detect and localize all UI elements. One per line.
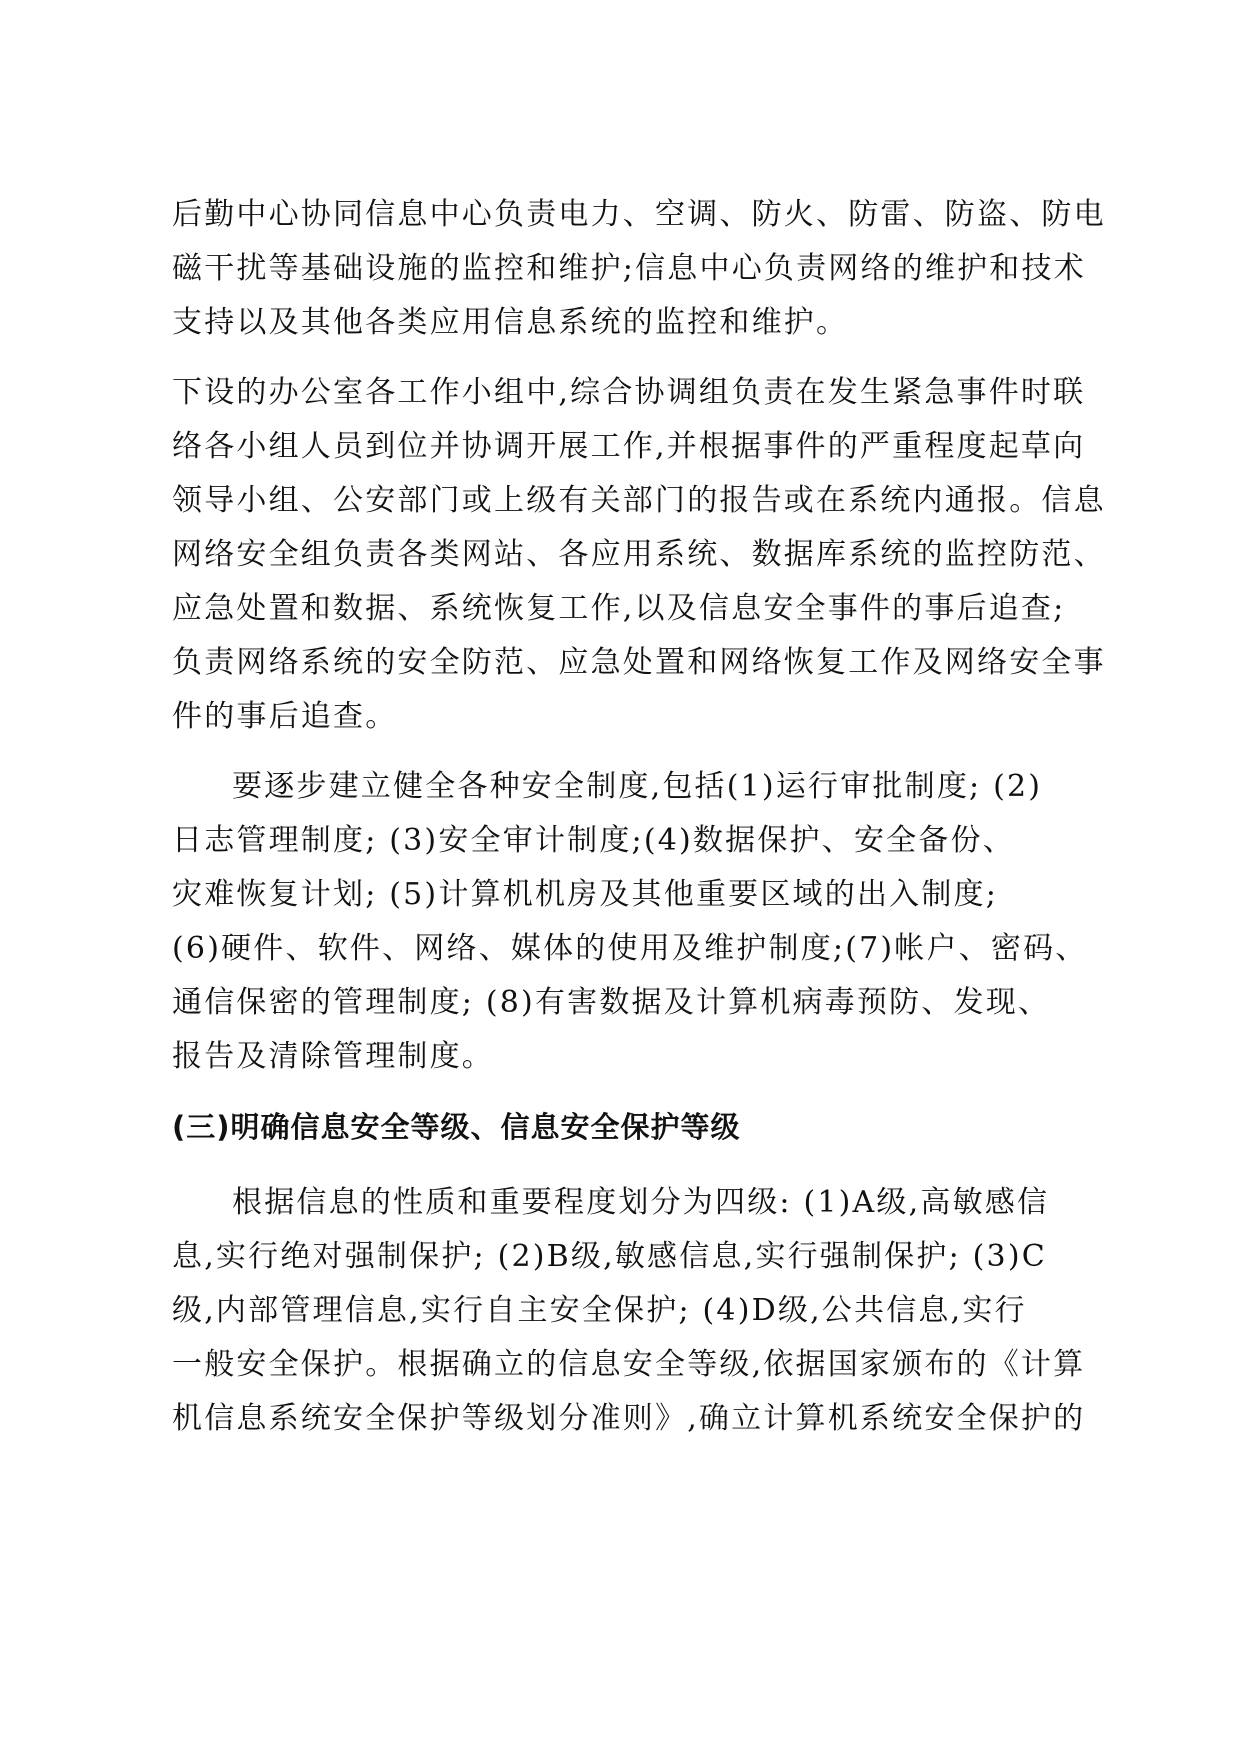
text-line: 络各小组人员到位并协调开展工作,并根据事件的严重程度起草向 <box>172 429 1086 464</box>
paragraph-facility-responsibility <box>172 188 1106 350</box>
text-line: 下设的办公室各工作小组中,综合协调组负责在发生紧急事件时联 <box>172 375 1086 410</box>
text-line: 报告及清除管理制度。 <box>172 1039 494 1074</box>
document-body <box>172 188 1106 1462</box>
text-line: 要逐步建立健全各种安全制度,包括(1)运行审批制度; (2) <box>232 769 1043 804</box>
text-line: 通信保密的管理制度; (8)有害数据及计算机病毒预防、发现、 <box>172 985 1051 1020</box>
text-line: 后勤中心协同信息中心负责电力、空调、防火、防雷、防盗、防电 <box>172 197 1106 232</box>
text-line: 级,内部管理信息,实行自主安全保护; (4)D级,公共信息,实行 <box>172 1293 1027 1328</box>
text-line: 网络安全组负责各类网站、各应用系统、数据库系统的监控防范、 <box>172 537 1106 572</box>
text-line: 灾难恢复计划; (5)计算机机房及其他重要区域的出入制度; <box>172 877 999 912</box>
text-line: 日志管理制度; (3)安全审计制度;(4)数据保护、安全备份、 <box>172 823 1015 858</box>
paragraph-working-groups <box>172 366 1106 744</box>
text-line: 一般安全保护。根据确立的信息安全等级,依据国家颁布的《计算 <box>172 1347 1086 1382</box>
text-line: 件的事后追查。 <box>172 699 398 734</box>
text-line: 根据信息的性质和重要程度划分为四级: (1)A级,高敏感信 <box>232 1185 1050 1220</box>
paragraph-security-policies <box>172 760 1088 1084</box>
text-line: 负责网络系统的安全防范、应急处置和网络恢复工作及网络安全事 <box>172 645 1106 680</box>
text-line: (6)硬件、软件、网络、媒体的使用及维护制度;(7)帐户、密码、 <box>172 931 1088 966</box>
text-line: 机信息系统安全保护等级划分准则》,确立计算机系统安全保护的 <box>172 1401 1086 1436</box>
text-line: 应急处置和数据、系统恢复工作,以及信息安全事件的事后追查; <box>172 591 1066 626</box>
text-line: 磁干扰等基础设施的监控和维护;信息中心负责网络的维护和技术 <box>172 251 1086 286</box>
text-line: 息,实行绝对强制保护; (2)B级,敏感信息,实行强制保护; (3)C <box>172 1239 1047 1274</box>
text-line: 领导小组、公安部门或上级有关部门的报告或在系统内通报。信息 <box>172 483 1106 518</box>
section-heading: (三)明确信息安全等级、信息安全保护等级 <box>172 1110 741 1144</box>
paragraph-security-levels <box>172 1176 1086 1446</box>
text-line: 支持以及其他各类应用信息系统的监控和维护。 <box>172 305 849 340</box>
